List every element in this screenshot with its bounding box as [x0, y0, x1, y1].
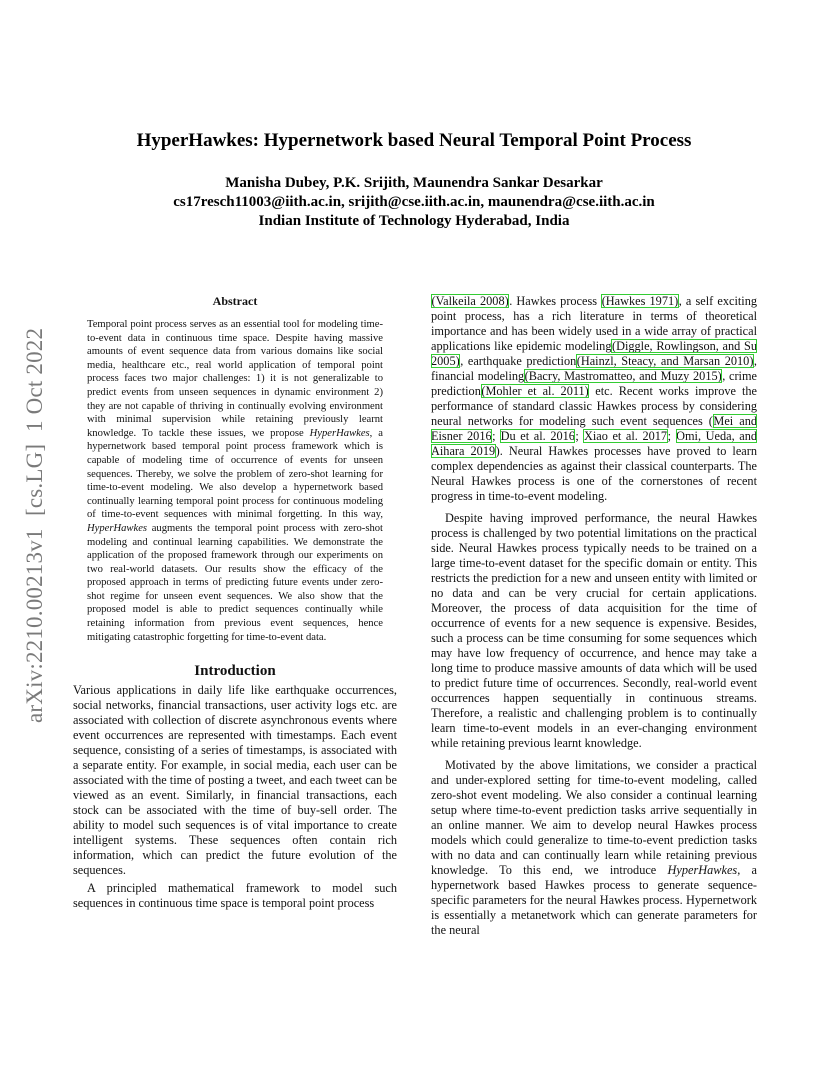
body-text: ). Neural Hawkes processes have proved to learn complex dependencies as against their classical counterparts. The Neural Hawkes process is one of the cornerstones of recent progress in time-to-event modeling. — [431, 444, 757, 503]
body-text: etc. Recent works improve the performance of standard classic Hawkes process by considering neural networks for modeling such event sequences ( — [431, 384, 757, 428]
citation-link[interactable]: Du et al. 2016 — [500, 429, 575, 443]
body-text: ; — [492, 429, 501, 443]
citation-link[interactable]: (Bacry, Mastromatteo, and Muzy 2015) — [524, 369, 722, 383]
intro-paragraph: Various applications in daily life like earthquake occurrences, social networks, financial transactions, user activity logs etc. are associated with collection of discrete asynchronous events where event occurrences are represented with timestamps. Each event sequence, consisting of a series of timestamps, is associated with a separate entity. For example, in social media, each user can be associated with the time of posting a tweet, and each tweet can be viewed as an event. Similarly, in financial transactions, each stock can be associated with the time of buy-sell order. The ability to model such sequences is of vital importance to create intelligent systems. These sequences often contain rich information, which can predict the future evolution of the sequences. — [73, 683, 397, 878]
body-text: . Hawkes process — [509, 294, 602, 308]
abstract-text: augments the temporal point process with zero-shot modeling and continual learning capabilities. We demonstrate the application of the proposed framework through our experiments on two real-world datasets. Our results show the efficacy of the proposed approach in terms of predicting future events under zero-shot regime for unseen event sequences. We also show that the proposed model is able to predict sequences continually while retaining information from previous event sequences, hence mitigating catastrophic forgetting for time-to-event data. — [87, 522, 383, 643]
arxiv-id: arXiv:2210.00213v1 — [22, 527, 47, 723]
body-text: , financial modeling — [431, 354, 757, 383]
body-text: ; — [667, 429, 676, 443]
citation-link[interactable]: Mei and Eisner 2016 — [431, 414, 757, 443]
body-text: , a self exciting point process, has a rich literature in terms of theoretical importance and has been widely used in a wide array of practical applications like epidemic modeling — [431, 294, 758, 353]
author-affiliation: Indian Institute of Technology Hyderabad, India — [258, 213, 570, 229]
author-block — [0, 174, 828, 231]
body-emphasis: HyperHawkes — [667, 863, 738, 877]
abstract-heading: Abstract — [212, 294, 258, 308]
body-text: Motivated by the above limitations, we consider a practical and under-explored setting for time-to-event modeling, called zero-shot event modeling. We also consider a continual learning setup where time-to-event prediction tasks arrive sequentially in an online manner. We aim to develop neural Hawkes process models which could generalize to time-to-event prediction tasks with no data and can continually learn while retaining previous knowledge. To this end, we introduce — [431, 758, 757, 877]
paper-title: HyperHawkes: Hypernetwork based Neural Temporal Point Process — [136, 130, 692, 151]
arxiv-category: [cs.LG] — [22, 443, 47, 516]
citation-link[interactable]: Xiao et al. 2017 — [583, 429, 668, 443]
abstract-text: Temporal point process serves as an essential tool for modeling time-to-event data in continuous time space. Despite having massive amounts of event sequence data from various domains like social media, healthcare etc., real world application of temporal point process faces two major challenges: 1) it is not generalizable to predict events from unseen sequences in dynamic environment 2) they are not capable of thriving in continually evolving environment with minimal supervision while retaining previously learnt knowledge. To tackle these issues, we propose — [87, 319, 383, 439]
citation-link[interactable]: (Valkeila 2008) — [431, 294, 509, 308]
abstract-emphasis: HyperHawkes — [309, 427, 370, 439]
arxiv-identifier — [20, 295, 50, 755]
citation-link[interactable]: (Mohler et al. 2011) — [481, 384, 589, 398]
arxiv-date: 1 Oct 2022 — [22, 327, 47, 432]
intro-paragraph: A principled mathematical framework to model such sequences in continuous time space is temporal point process — [73, 881, 397, 911]
body-text: , crime prediction — [431, 369, 757, 398]
introduction-body — [73, 683, 397, 911]
introduction-heading: Introduction — [194, 663, 276, 680]
body-text: , earthquake prediction — [460, 354, 577, 368]
abstract-body — [73, 318, 397, 644]
abstract-emphasis: HyperHawkes — [87, 522, 148, 534]
citation-link[interactable]: (Hainzl, Steacy, and Marsan 2010) — [576, 354, 754, 368]
body-text: , a hypernetwork based Hawkes process to generate sequence-specific parameters for the neural Hawkes process. Hypernetwork is essentially a metanetwork which can generate parameters for the neural — [431, 863, 757, 937]
abstract-text: , a hypernetwork based temporal point process framework which is capable of modeling time of occurrence of events for unseen sequences. Thereby, we solve the problem of zero-shot learning for time-to-event modeling. We also develop a hypernetwork based continually learning temporal point process for continuous modeling of time-to-event sequences with minimal forgetting. In this way, — [87, 427, 383, 521]
body-text: ; — [575, 429, 584, 443]
body-paragraph: Despite having improved performance, the neural Hawkes process is challenged by two potential limitations on the practical side. Neural Hawkes process typically needs to be trained on a large time-to-event dataset for the specific domain or entity. This restricts the prediction for a new and unseen entity with limited or no data and can be very crucial for certain applications. Moreover, the process of data acquisition for the time of occurrence of events for a new sequence is expensive. Besides, such a process can be time consuming for some sequences which may have low frequency of occurrence, and hence may take a long time to produce massive amounts of data which will be used to predict future time of occurrences. Secondly, real-world event occurrences happen sequentially in continuous streams. Therefore, a realistic and challenging problem is to continually learn time-to-event models in an ever-changing environment while retaining previous learnt knowledge. — [431, 511, 757, 750]
citation-link[interactable]: Omi, Ueda, and Aihara 2019 — [431, 429, 758, 458]
citation-link[interactable]: (Diggle, Rowlingson, and Su 2005) — [431, 339, 757, 368]
left-column — [73, 294, 397, 911]
author-names: Manisha Dubey, P.K. Srijith, Maunendra Sankar Desarkar — [225, 175, 603, 191]
right-column — [431, 294, 757, 938]
author-emails: cs17resch11003@iith.ac.in, srijith@cse.iith.ac.in, maunendra@cse.iith.ac.in — [173, 194, 655, 210]
body-paragraph — [431, 294, 757, 504]
body-paragraph — [431, 758, 757, 938]
citation-link[interactable]: (Hawkes 1971) — [601, 294, 679, 308]
